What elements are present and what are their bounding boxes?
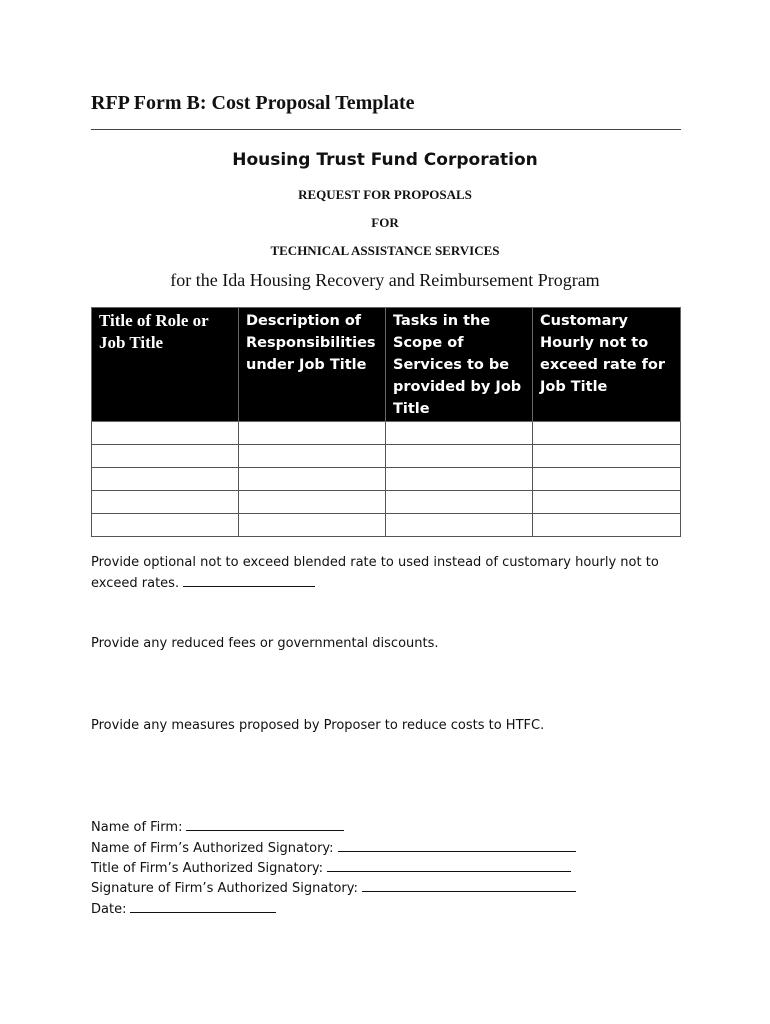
header-hourly-rate: Customary Hourly not to exceed rate for Job Title xyxy=(533,308,681,422)
program-name: for the Ida Housing Recovery and Reimbursement Program xyxy=(170,270,600,290)
table-cell[interactable] xyxy=(533,491,681,514)
signature-blank[interactable] xyxy=(362,879,576,892)
table-cell[interactable] xyxy=(239,514,386,537)
table-cell[interactable] xyxy=(386,468,533,491)
rfp-heading: REQUEST FOR PROPOSALS xyxy=(298,187,472,202)
table-row xyxy=(92,491,681,514)
header-tasks: Tasks in the Scope of Services to be provided by Job Title xyxy=(386,308,533,422)
table-cell[interactable] xyxy=(533,445,681,468)
table-cell[interactable] xyxy=(92,468,239,491)
table-cell[interactable] xyxy=(239,468,386,491)
signatory-name-blank[interactable] xyxy=(338,839,576,852)
date-line xyxy=(91,900,276,920)
reduced-fees-prompt: Provide any reduced fees or governmental discounts. xyxy=(91,636,439,651)
services-heading: TECHNICAL ASSISTANCE SERVICES xyxy=(270,243,500,258)
blended-rate-prompt xyxy=(91,552,661,594)
table-cell[interactable] xyxy=(386,445,533,468)
header-responsibilities: Description of Responsibilities under Job Title xyxy=(239,308,386,422)
table-cell[interactable] xyxy=(239,491,386,514)
table-row xyxy=(92,514,681,537)
table-cell[interactable] xyxy=(92,422,239,445)
form-title: RFP Form B: Cost Proposal Template xyxy=(91,92,415,114)
signatory-name-line xyxy=(91,839,576,859)
firm-name-line xyxy=(91,818,344,838)
date-blank[interactable] xyxy=(130,900,276,913)
for-heading: FOR xyxy=(371,215,399,230)
signatory-name-label: Name of Firm’s Authorized Signatory: xyxy=(91,841,334,856)
firm-name-blank[interactable] xyxy=(186,818,344,831)
table-cell[interactable] xyxy=(92,491,239,514)
table-cell[interactable] xyxy=(386,514,533,537)
cost-proposal-table xyxy=(91,307,681,537)
table-cell[interactable] xyxy=(386,491,533,514)
date-label: Date: xyxy=(91,902,127,917)
signature-label: Signature of Firm’s Authorized Signatory: xyxy=(91,881,358,896)
signatory-title-line xyxy=(91,859,571,879)
blended-rate-blank[interactable] xyxy=(183,574,315,587)
table-cell[interactable] xyxy=(386,422,533,445)
table-cell[interactable] xyxy=(533,514,681,537)
signatory-title-blank[interactable] xyxy=(327,859,571,872)
cost-measures-prompt: Provide any measures proposed by Proposer to reduce costs to HTFC. xyxy=(91,718,545,733)
table-cell[interactable] xyxy=(92,445,239,468)
header-role-title: Title of Role or Job Title xyxy=(92,308,239,422)
signatory-title-label: Title of Firm’s Authorized Signatory: xyxy=(91,861,324,876)
table-cell[interactable] xyxy=(533,422,681,445)
blended-rate-text: Provide optional not to exceed blended rate to used instead of customary hourly not to exceed rates. xyxy=(91,555,659,591)
firm-name-label: Name of Firm: xyxy=(91,820,183,835)
title-divider xyxy=(91,129,681,130)
table-cell[interactable] xyxy=(92,514,239,537)
table-row xyxy=(92,445,681,468)
signature-line xyxy=(91,879,576,899)
table-cell[interactable] xyxy=(239,422,386,445)
organization-name: Housing Trust Fund Corporation xyxy=(232,150,538,170)
table-cell[interactable] xyxy=(533,468,681,491)
table-row xyxy=(92,468,681,491)
table-row xyxy=(92,422,681,445)
table-header-row xyxy=(92,308,681,422)
table-cell[interactable] xyxy=(239,445,386,468)
